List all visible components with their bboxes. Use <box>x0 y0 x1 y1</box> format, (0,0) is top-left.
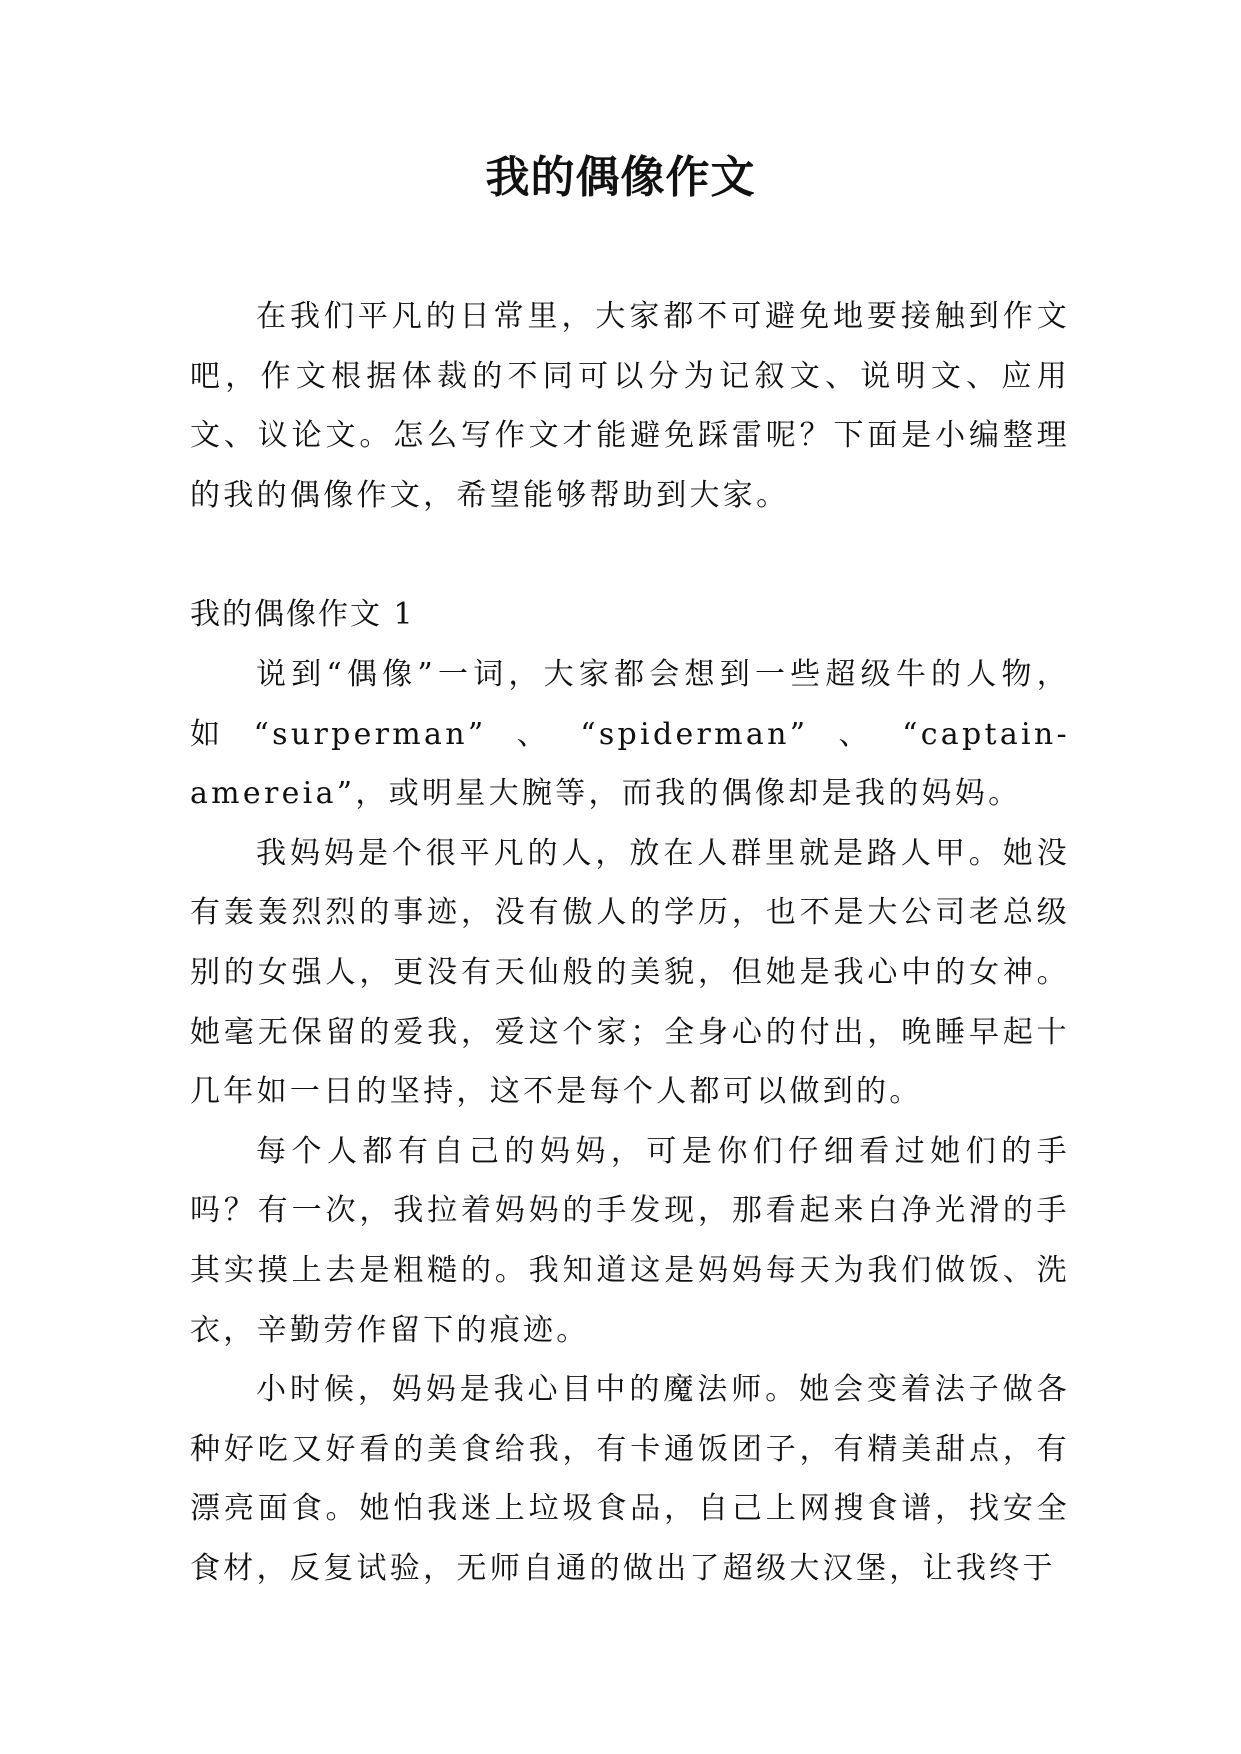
body-paragraph: 我妈妈是个很平凡的人，放在人群里就是路人甲。她没有轰轰烈烈的事迹，没有傲人的学历，也不是大公司老总级别的女强人，更没有天仙般的美貌，但她是我心中的女神。她毫无保留的爱我，爱这个家；全身心的付出，晚睡早起十几年如一日的坚持，这不是每个人都可以做到的。 <box>190 835 1070 1110</box>
body-paragraph: 每个人都有自己的妈妈，可是你们仔细看过她们的手吗？有一次，我拉着妈妈的手发现，那看起来白净光滑的手其实摸上去是粗糙的。我知道这是妈妈每天为我们做饭、洗衣，辛勤劳作留下的痕迹。 <box>190 1133 1070 1348</box>
document-title: 我的偶像作文 <box>485 152 756 203</box>
section-heading: 我的偶像作文 1 <box>190 597 415 633</box>
intro-paragraph: 在我们平凡的日常里，大家都不可避免地要接触到作文吧，作文根据体裁的不同可以分为记叙文、说明文、应用文、议论文。怎么写作文才能避免踩雷呢？下面是小编整理的我的偶像作文，希望能够帮助到大家。 <box>190 299 1070 513</box>
body-paragraph: 说到“偶像”一词，大家都会想到一些超级牛的人物，如“surperman”、“spiderman”、“captain-amereia”，或明星大腕等，而我的偶像却是我的妈妈。 <box>190 656 1070 812</box>
document-body <box>190 287 1070 1598</box>
body-paragraph: 小时候，妈妈是我心目中的魔法师。她会变着法子做各种好吃又好看的美食给我，有卡通饭团子，有精美甜点，有漂亮面食。她怕我迷上垃圾食品，自己上网搜食谱，找安全食材，反复试验，无师自通的做出了超级大汉堡，让我终于 <box>190 1372 1070 1586</box>
